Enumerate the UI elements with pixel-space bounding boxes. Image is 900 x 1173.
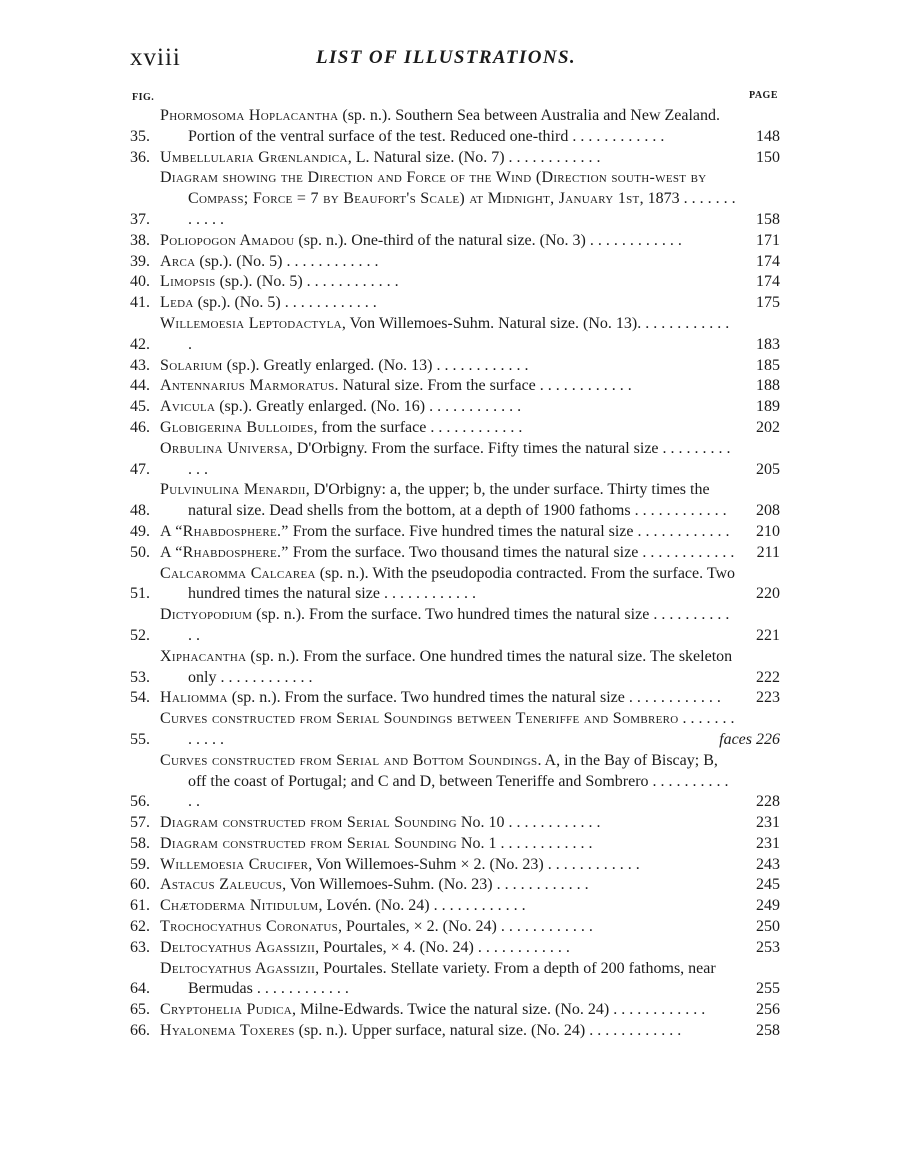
specimen-name: Astacus Zaleucus: [160, 876, 283, 894]
specimen-name: Phormosoma Hoplacantha: [160, 107, 339, 124]
entry-description: [160, 709, 780, 751]
figure-number: 43.: [130, 356, 150, 374]
specimen-name: Cryptohelia Pudica: [160, 1001, 293, 1019]
dot-leader: . . . . . . . . . . . .: [425, 398, 522, 416]
entry-description: [160, 751, 780, 813]
dot-leader: . . . . . . . . . . . .: [473, 938, 570, 956]
dot-leader: . . . . . . . . . . . .: [429, 897, 526, 915]
list-item: [130, 959, 780, 1001]
dot-leader: . . . . . . . . . . . .: [543, 855, 640, 873]
list-item: [130, 917, 780, 938]
entry-text: (sp.). Greatly enlarged. (No. 13): [222, 356, 433, 374]
entry-description: [160, 272, 780, 293]
entry-description: [160, 564, 780, 606]
entry-text: (sp. n.). One-third of the natural size. (No. 3): [294, 231, 586, 249]
list-item: [130, 272, 780, 293]
entry-text: , D'Orbigny: a, the upper; b, the under surface. Thirty times the natural size. Dead shells from the bottom, at a depth of 1900 fathoms: [188, 481, 710, 520]
entry-text: (sp. n.). With the pseudopodia contracted. From the surface. Two hundred times the natural size: [188, 564, 736, 603]
figure-number: 65.: [130, 1001, 150, 1019]
entry-description: [160, 168, 780, 230]
entry-description: [160, 875, 780, 896]
figure-number: 40.: [130, 273, 150, 291]
dot-leader: . . . . . . . . . . . .: [188, 314, 730, 353]
list-item: [130, 1000, 780, 1021]
list-item: [130, 834, 780, 855]
specimen-name: Haliomma: [160, 689, 228, 707]
page-reference: 231: [756, 814, 780, 832]
list-item: [130, 938, 780, 959]
figure-number: 56.: [130, 793, 150, 811]
entry-text: From the surface. Five hundred times the natural size: [288, 522, 634, 540]
list-item: [130, 855, 780, 876]
specimen-name: Solarium: [160, 356, 223, 374]
specimen-name: Poliopogon Amadou: [160, 231, 295, 249]
page-reference: 148: [756, 127, 780, 145]
dot-leader: . . . . . . . . . . . .: [188, 439, 731, 478]
page-reference: 249: [756, 897, 780, 915]
dot-leader: . . . . . . . . . . . .: [535, 377, 632, 395]
specimen-name: Hyalonema Toxeres: [160, 1022, 295, 1040]
specimen-name: Limopsis: [160, 273, 216, 291]
dot-leader: . . . . . . . . . . . .: [426, 418, 523, 436]
list-item: [130, 397, 780, 418]
entry-description: [160, 855, 780, 876]
page-reference: 223: [756, 689, 780, 707]
list-item: [130, 376, 780, 397]
page-reference: 202: [756, 418, 780, 436]
entry-description: [160, 148, 780, 169]
specimen-name: Willemoesia Crucifer: [160, 855, 309, 873]
list-item: [130, 418, 780, 439]
list-item: [130, 231, 780, 252]
entry-description: [160, 356, 780, 377]
running-title: LIST OF ILLUSTRATIONS.: [316, 47, 577, 68]
figure-number: 55.: [130, 730, 150, 748]
entry-text: (sp. n.). Southern Sea between Australia and New Zealand. Portion of the ventral surface of the test. Reduced one-third: [188, 107, 721, 145]
entry-text: , from the surface: [313, 418, 427, 436]
entry-description: [160, 439, 780, 481]
page-reference: 174: [756, 252, 780, 270]
dot-leader: . . . . . . . . . . . .: [188, 190, 736, 228]
entry-description: [160, 896, 780, 917]
list-item: [130, 813, 780, 834]
dot-leader: . . . . . . . . . . . .: [252, 980, 349, 998]
figure-number: 41.: [130, 294, 150, 312]
list-item: [130, 168, 780, 230]
entry-text: , Von Willemoes-Suhm × 2. (No. 23): [308, 855, 544, 873]
page-reference: 250: [756, 918, 780, 936]
illustrations-list: [130, 106, 780, 1042]
specimen-name: Umbellularia Grœnlandica: [160, 148, 348, 166]
figure-number: 36.: [130, 148, 150, 166]
page-header: [130, 44, 750, 76]
specimen-name: Curves constructed from Serial Soundings between Teneriffe and Sombrero: [160, 710, 679, 728]
specimen-name: Dictyopodium: [160, 606, 253, 624]
page-reference: 189: [756, 398, 780, 416]
specimen-name: Chætoderma Nitidulum: [160, 897, 319, 915]
entry-description: [160, 959, 780, 1001]
specimen-name: Diagram constructed from Serial Sounding: [160, 834, 457, 852]
figure-number: 59.: [130, 855, 150, 873]
specimen-name: Orbulina Universa: [160, 439, 289, 457]
figure-number: 44.: [130, 377, 150, 395]
entry-description: [160, 543, 780, 564]
page-reference: 175: [756, 294, 780, 312]
entry-description: [160, 314, 780, 356]
page-reference: 185: [756, 356, 780, 374]
fig-column-heading: FIG.: [132, 92, 155, 103]
list-item: [130, 148, 780, 169]
specimen-name: Pulvinulina Menardii: [160, 481, 306, 499]
entry-description: [160, 834, 780, 855]
specimen-name: A “Rhabdosphere.”: [160, 543, 289, 561]
page-reference: 245: [756, 876, 780, 894]
figure-number: 51.: [130, 585, 150, 603]
specimen-name: Deltocyathus Agassizii: [160, 938, 316, 956]
entry-text: . Natural size. From the surface: [334, 377, 536, 395]
figure-number: 35.: [130, 127, 150, 145]
dot-leader: . . . . . . . . . . . .: [585, 231, 682, 249]
page-reference: 220: [756, 585, 780, 603]
page-reference: 208: [756, 502, 780, 520]
entry-description: [160, 293, 780, 314]
specimen-name: Arca: [160, 252, 196, 270]
entry-description: [160, 480, 780, 522]
dot-leader: . . . . . . . . . . . .: [504, 814, 601, 832]
figure-number: 66.: [130, 1022, 150, 1040]
entry-text: , Pourtales, × 2. (No. 24): [338, 918, 497, 936]
entry-text: , Von Willemoes-Suhm. (No. 23): [282, 876, 493, 894]
figure-number: 53.: [130, 668, 150, 686]
dot-leader: . . . . . . . . . . . .: [216, 668, 313, 686]
page-reference: 211: [756, 543, 780, 561]
dot-leader: . . . . . . . . . . . .: [282, 252, 379, 270]
figure-number: 48.: [130, 502, 150, 520]
specimen-name: Xiphacantha: [160, 647, 247, 665]
entry-description: [160, 688, 780, 709]
dot-leader: . . . . . . . . . . . .: [568, 127, 665, 145]
specimen-name: Leda: [160, 294, 194, 312]
figure-number: 58.: [130, 834, 150, 852]
page-reference: 243: [756, 855, 780, 873]
figure-number: 47.: [130, 460, 150, 478]
list-item: [130, 605, 780, 647]
entry-text: , 1873: [639, 190, 680, 208]
entry-description: [160, 813, 780, 834]
list-item: [130, 543, 780, 564]
entry-description: [160, 522, 780, 543]
figure-number: 60.: [130, 876, 150, 894]
page-reference: 205: [756, 460, 780, 478]
entry-text: . A, in the Bay of Biscay; B, off the coast of Portugal; and C and D, between Teneriffe and Sombrero: [188, 751, 718, 790]
entry-text: (sp. n.). Upper surface, natural size. (No. 24): [294, 1022, 586, 1040]
list-item: [130, 564, 780, 606]
entry-text: No. 1: [456, 834, 497, 852]
list-item: [130, 293, 780, 314]
figure-number: 49.: [130, 522, 150, 540]
page-reference: 222: [756, 668, 780, 686]
page-reference: 228: [756, 793, 780, 811]
specimen-name: Avicula: [160, 398, 216, 416]
specimen-name: Globigerina Bulloides: [160, 418, 314, 436]
dot-leader: . . . . . . . . . . . .: [379, 585, 476, 603]
specimen-name: Antennarius Marmoratus: [160, 377, 335, 395]
specimen-name: Deltocyathus Agassizii: [160, 959, 316, 977]
dot-leader: . . . . . . . . . . . .: [633, 522, 730, 540]
figure-number: 52.: [130, 626, 150, 644]
specimen-name: Curves constructed from Serial and Bottom Soundings: [160, 751, 538, 769]
entry-text: No. 10: [456, 814, 505, 832]
dot-leader: . . . . . . . . . . . .: [585, 1022, 682, 1040]
dot-leader: . . . . . . . . . . . .: [504, 148, 601, 166]
dot-leader: . . . . . . . . . . . .: [188, 772, 729, 811]
figure-number: 54.: [130, 689, 150, 707]
dot-leader: . . . . . . . . . . . .: [496, 918, 593, 936]
entry-text: (sp.). (No. 5): [215, 273, 303, 291]
list-item: [130, 356, 780, 377]
figure-number: 42.: [130, 335, 150, 353]
specimen-name: Calcaromma Calcarea: [160, 564, 316, 582]
entry-text: (sp.). (No. 5): [193, 294, 281, 312]
page-reference: 210: [756, 522, 780, 540]
dot-leader: . . . . . . . . . . . .: [492, 876, 589, 894]
page-reference: 255: [756, 980, 780, 998]
entry-description: [160, 106, 780, 148]
entry-description: [160, 605, 780, 647]
entry-description: [160, 231, 780, 252]
dot-leader: . . . . . . . . . . . .: [280, 294, 377, 312]
specimen-name: A “Rhabdosphere.”: [160, 522, 289, 540]
page-reference: faces 226: [719, 730, 780, 748]
dot-leader: . . . . . . . . . . . .: [630, 502, 727, 520]
figure-number: 37.: [130, 210, 150, 228]
specimen-name: Trochocyathus Coronatus: [160, 918, 339, 936]
entry-description: [160, 1021, 780, 1042]
page-reference: 171: [756, 231, 780, 249]
specimen-name: Willemoesia Leptodactyla: [160, 314, 342, 332]
list-item: [130, 480, 780, 522]
column-headings: [132, 90, 778, 104]
dot-leader: . . . . . . . . . . . .: [624, 689, 721, 707]
specimen-name: Diagram showing the Direction and Force of the Wind (Direction south-west by Compass; Force = 7 by Beaufort's Scale) at Midnight, January 1st: [160, 169, 707, 208]
entry-text: , L. Natural size. (No. 7): [347, 148, 505, 166]
dot-leader: . . . . . . . . . . . .: [302, 273, 399, 291]
entry-text: , Von Willemoes-Suhm. Natural size. (No. 13).: [341, 314, 642, 332]
page-reference: 256: [756, 1001, 780, 1019]
entry-description: [160, 647, 780, 689]
page-reference: 183: [756, 335, 780, 353]
figure-number: 63.: [130, 938, 150, 956]
entry-description: [160, 938, 780, 959]
entry-description: [160, 376, 780, 397]
entry-text: (sp.). (No. 5): [195, 252, 283, 270]
dot-leader: . . . . . . . . . . . .: [496, 834, 593, 852]
page-reference: 253: [756, 938, 780, 956]
page-reference: 231: [756, 834, 780, 852]
entry-text: , Pourtales. Stellate variety. From a depth of 200 fathoms, near Bermudas: [188, 959, 716, 998]
page-reference: 150: [756, 148, 780, 166]
page-reference: 158: [756, 210, 780, 228]
figure-number: 57.: [130, 814, 150, 832]
list-item: [130, 522, 780, 543]
entry-text: , Lovén. (No. 24): [318, 897, 430, 915]
figure-number: 38.: [130, 231, 150, 249]
specimen-name: Diagram constructed from Serial Sounding: [160, 814, 457, 832]
figure-number: 39.: [130, 252, 150, 270]
entry-description: [160, 418, 780, 439]
list-item: [130, 106, 780, 148]
list-item: [130, 896, 780, 917]
figure-number: 50.: [130, 543, 150, 561]
list-item: [130, 252, 780, 273]
entry-text: , Pourtales, × 4. (No. 24): [315, 938, 474, 956]
page-column-heading: PAGE: [748, 90, 778, 101]
page-reference: 221: [756, 626, 780, 644]
list-item: [130, 688, 780, 709]
page-reference: 174: [756, 273, 780, 291]
dot-leader: . . . . . . . . . . . .: [638, 543, 735, 561]
entry-text: (sp. n.). From the surface. Two hundred times the natural size: [252, 606, 650, 624]
list-item: [130, 1021, 780, 1042]
figure-number: 64.: [130, 980, 150, 998]
figure-number: 62.: [130, 918, 150, 936]
dot-leader: . . . . . . . . . . . .: [188, 710, 735, 748]
figure-number: 45.: [130, 398, 150, 416]
dot-leader: . . . . . . . . . . . .: [432, 356, 529, 374]
list-item: [130, 875, 780, 896]
entry-text: , D'Orbigny. From the surface. Fifty times the natural size: [288, 439, 659, 457]
dot-leader: . . . . . . . . . . . .: [188, 606, 730, 644]
page-reference: 188: [756, 377, 780, 395]
entry-text: (sp. n.). From the surface. Two hundred times the natural size: [227, 689, 625, 707]
entry-text: From the surface. Two thousand times the natural size: [288, 543, 639, 561]
list-item: [130, 314, 780, 356]
dot-leader: . . . . . . . . . . . .: [609, 1001, 706, 1019]
entry-text: (sp.). Greatly enlarged. (No. 16): [215, 398, 426, 416]
page-reference: 258: [756, 1022, 780, 1040]
entry-text: (sp. n.). From the surface. One hundred times the natural size. The skeleton only: [188, 647, 733, 686]
entry-text: , Milne-Edwards. Twice the natural size. (No. 24): [292, 1001, 610, 1019]
entry-description: [160, 397, 780, 418]
entry-description: [160, 1000, 780, 1021]
list-item: [130, 751, 780, 813]
entry-description: [160, 917, 780, 938]
entry-description: [160, 252, 780, 273]
list-item: [130, 439, 780, 481]
page-number: xviii: [130, 44, 181, 71]
list-item: [130, 709, 780, 751]
figure-number: 46.: [130, 418, 150, 436]
figure-number: 61.: [130, 897, 150, 915]
list-item: [130, 647, 780, 689]
